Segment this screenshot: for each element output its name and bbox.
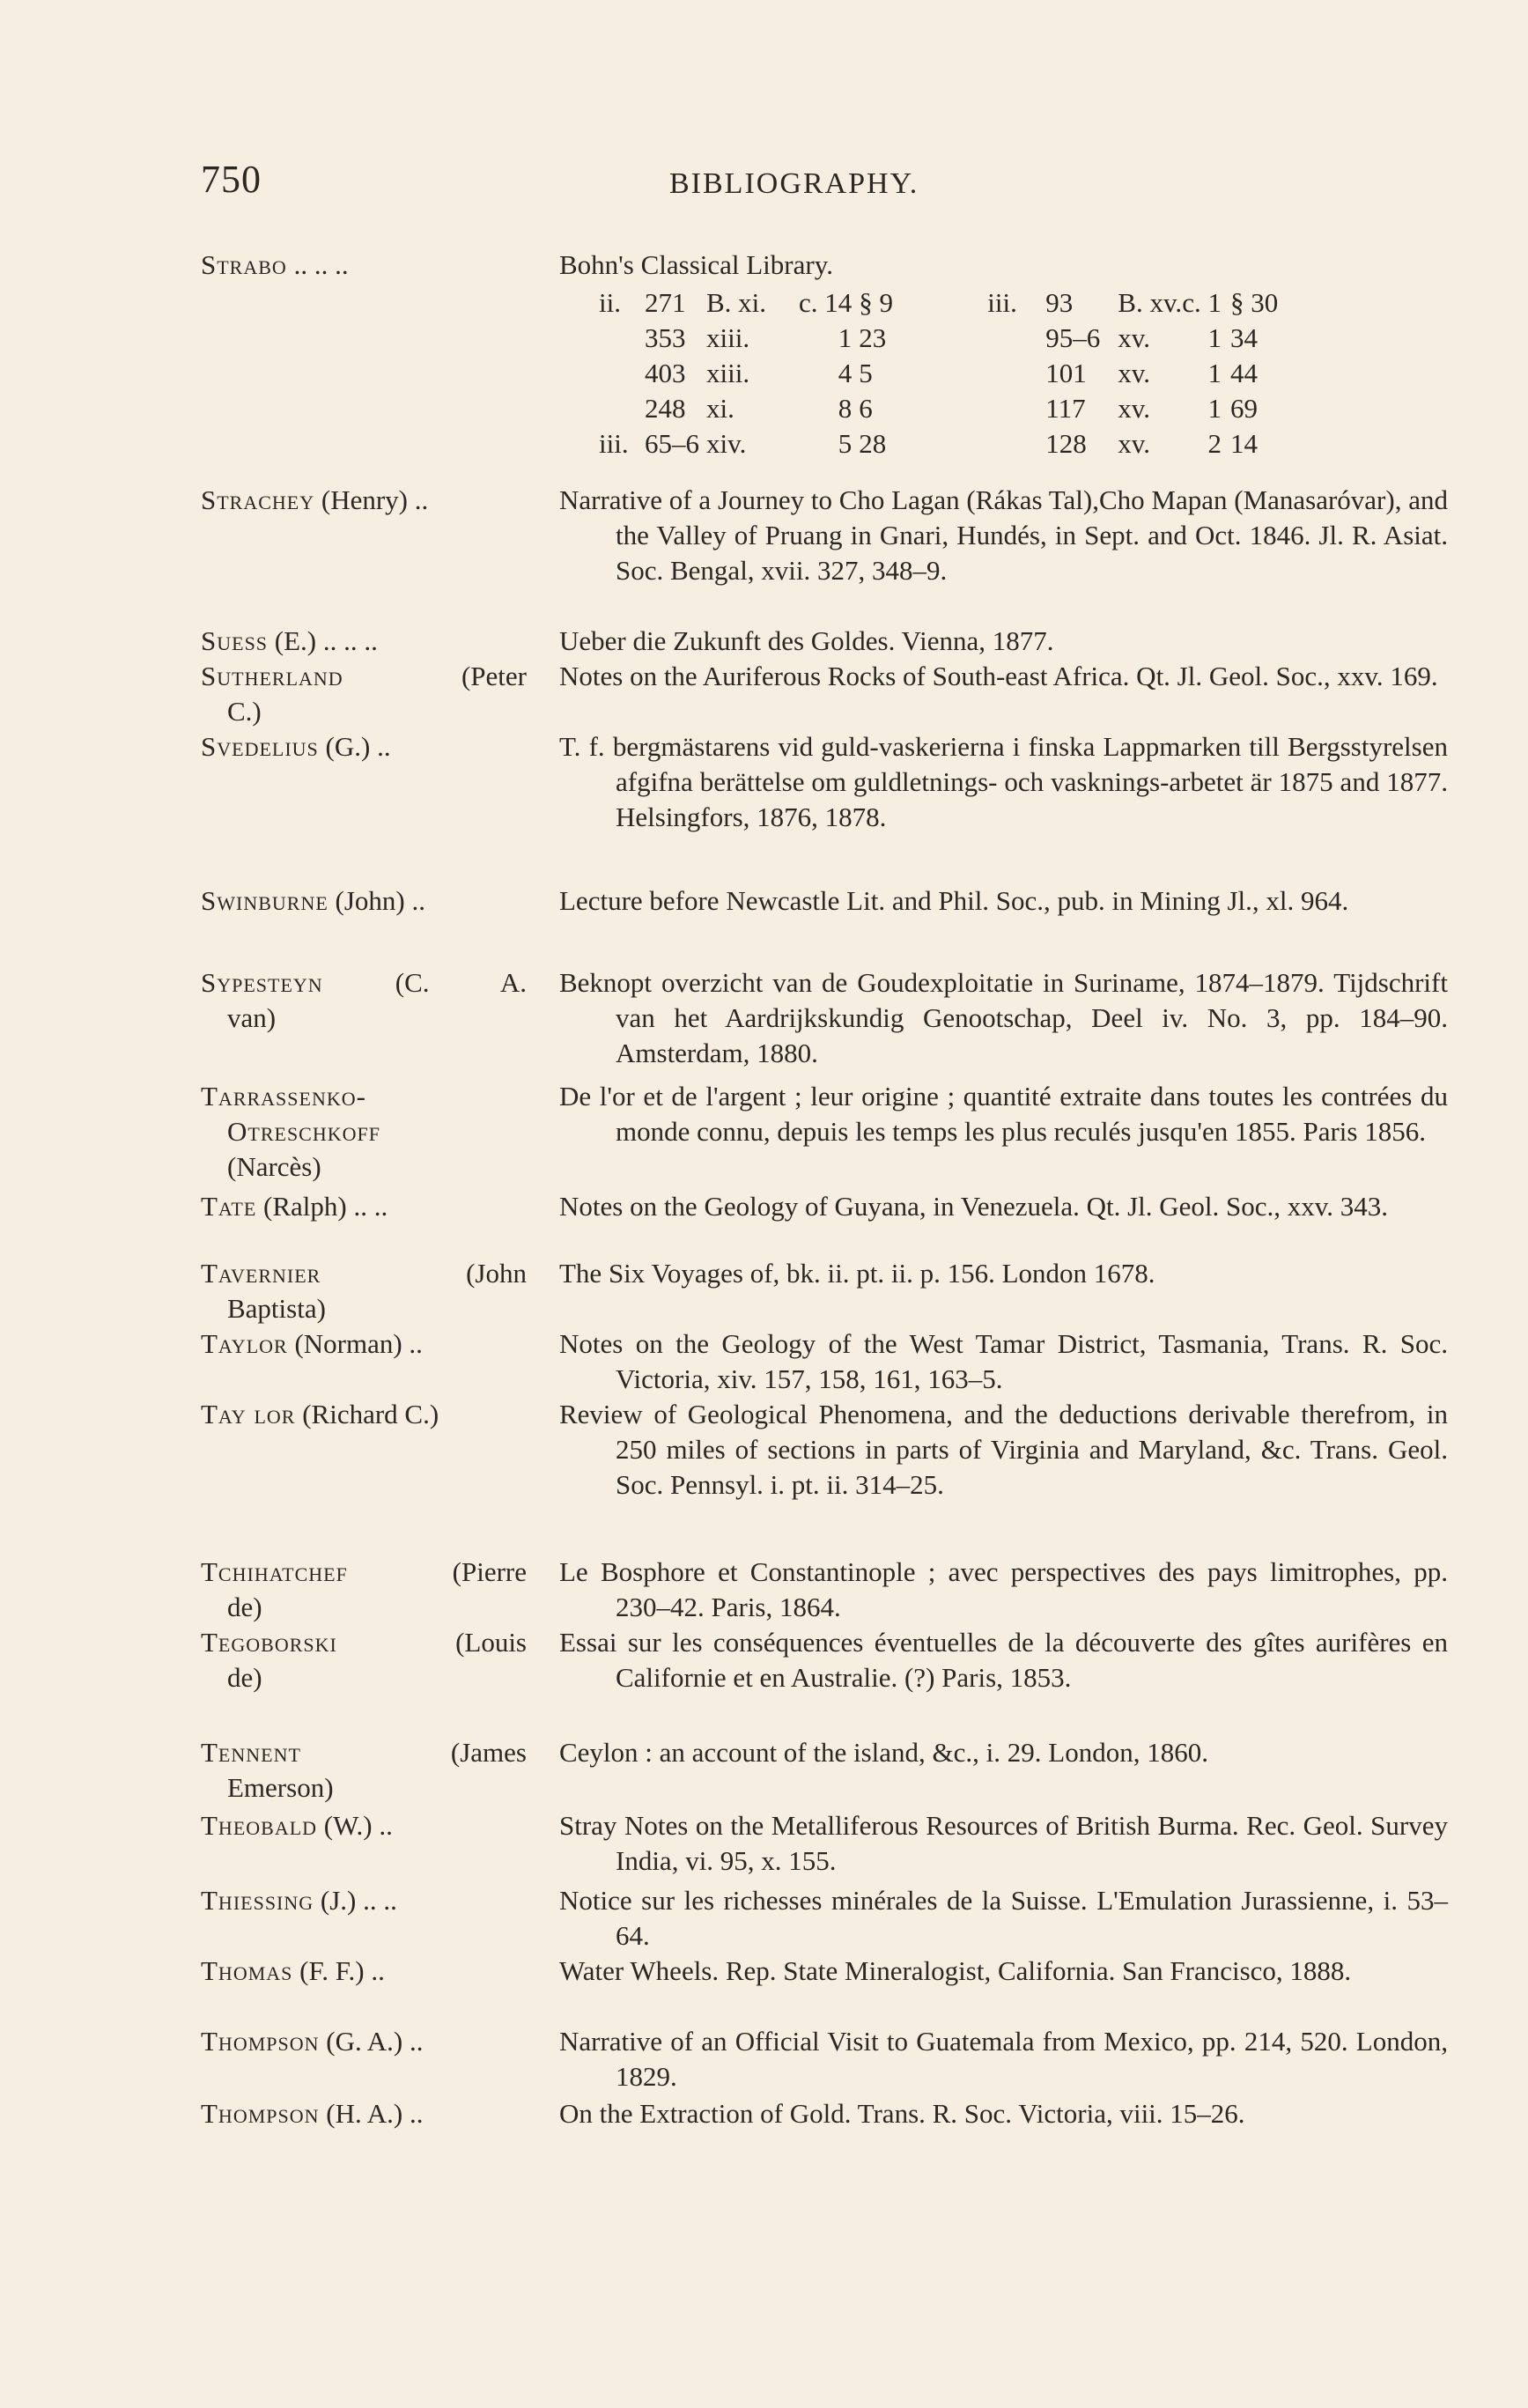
strabo-cell-chap2: 1 xyxy=(1207,322,1222,353)
author-cell xyxy=(201,965,527,1036)
author-cell xyxy=(201,1883,527,1918)
author-name: Taylor xyxy=(201,1328,288,1359)
author-lead xyxy=(201,1191,388,1222)
author-continuation: C.) xyxy=(227,696,262,727)
author-cell xyxy=(201,729,527,765)
strabo-cell-chap: 4 xyxy=(838,358,853,388)
author-name: Strachey xyxy=(201,484,315,515)
strabo-cell-vol2 xyxy=(987,426,1045,462)
author-name: Tchihatchef xyxy=(201,1556,348,1587)
author-leader: .. .. .. xyxy=(293,249,349,280)
author-detail: (Norman) .. xyxy=(287,1328,423,1359)
author-detail: (Richard C.) xyxy=(295,1399,439,1429)
author-cell xyxy=(201,1808,527,1843)
author-name: Theobald xyxy=(201,1810,318,1841)
author-cell xyxy=(201,883,527,919)
strabo-cell-chap: c. 14 xyxy=(799,287,853,318)
author-strabo xyxy=(201,247,527,283)
strabo-cell-book: B. xi. xyxy=(706,287,767,318)
author-lead xyxy=(201,2026,424,2057)
author-lead xyxy=(201,1737,527,1768)
author-name: Thomas xyxy=(201,1955,293,1986)
author-lead xyxy=(201,885,425,916)
strabo-cell-book: xiv. xyxy=(706,428,747,459)
author-detail: (F. F.) .. xyxy=(292,1955,385,1986)
author-detail: (H. A.) .. xyxy=(319,2098,424,2129)
author-cell xyxy=(201,1397,527,1432)
strabo-cell-sec2: 69 xyxy=(1229,393,1258,424)
author-name: Tennent xyxy=(201,1737,301,1768)
bibliography-entry-text: Essai sur les conséquences éventuelles de la découverte des gîtes aurifères en Californie et en Australie. (?) Paris, 1853. xyxy=(559,1627,1448,1693)
author-lead xyxy=(201,1955,385,1986)
strabo-cell-sec2: 34 xyxy=(1229,322,1258,353)
author-name: Thompson xyxy=(201,2098,320,2129)
strabo-cell-chap2: c. 1 xyxy=(1182,287,1222,318)
author-detail: (E.) .. .. .. xyxy=(268,625,378,656)
strabo-cell-page: 271 xyxy=(645,287,686,318)
strabo-cell-sec: 6 xyxy=(859,393,873,424)
strabo-cell-vol: iii. xyxy=(599,428,629,459)
bibliography-entry-text: De l'or et de l'argent ; leur origine ; quantité extraite dans toutes les contrées du monde connu, depuis les temps les plus reculés jusqu'en 1855. Paris 1856. xyxy=(559,1081,1448,1147)
author-continuation: (Narcès) xyxy=(227,1151,321,1182)
strabo-cell-vol xyxy=(599,356,645,391)
author-detail: (G.) .. xyxy=(318,731,391,762)
author-lead xyxy=(201,731,391,762)
bibliography-entry-text: The Six Voyages of, bk. ii. pt. ii. p. 156. London 1678. xyxy=(559,1258,1155,1289)
bibliography-entry-text: On the Extraction of Gold. Trans. R. Soc. Victoria, viii. 15–26. xyxy=(559,2098,1245,2129)
author-continuation: Otreschkoff xyxy=(227,1116,380,1147)
author-name: Thiessing xyxy=(201,1885,314,1916)
strabo-cell-sec: 23 xyxy=(859,322,887,353)
running-head: BIBLIOGRAPHY. xyxy=(669,167,919,200)
author-name: Sutherland xyxy=(201,661,343,691)
strabo-cell-book: xiii. xyxy=(706,322,750,353)
strabo-gap xyxy=(929,426,987,462)
author-continuation: de) xyxy=(227,1592,262,1622)
bibliography-entry-text: Notes on the Auriferous Rocks of South-east Africa. Qt. Jl. Geol. Soc., xxv. 169. xyxy=(559,661,1438,691)
author-detail: (James xyxy=(300,1737,527,1768)
strabo-cell-vol xyxy=(599,391,645,426)
bibliography-entry-text: Narrative of a Journey to Cho Lagan (Rákas Tal),Cho Mapan (Manasaróvar), and the Valley of Pruang in Gnari, Hundés, in Sept. and Oct. 1846. Jl. R. Asiat. Soc. Bengal, xvii. 327, 348–9. xyxy=(559,484,1448,586)
author-lead xyxy=(201,1885,397,1916)
author-cell xyxy=(201,1954,527,1989)
strabo-cell-page: 65–6 xyxy=(645,428,699,459)
author-name: Strabo xyxy=(201,249,287,280)
strabo-gap xyxy=(929,356,987,391)
author-name: Tay lor xyxy=(201,1399,296,1429)
author-name: Suess xyxy=(201,625,269,656)
author-detail: (Henry) .. xyxy=(314,484,429,515)
bibliography-entry-text: Water Wheels. Rep. State Mineralogist, California. San Francisco, 1888. xyxy=(559,1955,1352,1986)
author-cell xyxy=(201,2024,527,2059)
author-cell xyxy=(201,1079,527,1185)
author-cell xyxy=(201,2096,527,2131)
strabo-cell-vol xyxy=(599,321,645,356)
author-detail: (G. A.) .. xyxy=(319,2026,424,2057)
author-continuation: van) xyxy=(227,1002,277,1033)
strabo-cell-page2: 128 xyxy=(1045,428,1087,459)
strabo-cell-book: xiii. xyxy=(706,358,750,388)
author-lead xyxy=(201,484,428,515)
strabo-cell-book2: xv. xyxy=(1118,322,1151,353)
bibliography-entry-text: Notes on the Geology of the West Tamar District, Tasmania, Trans. R. Soc. Victoria, xiv. 157, 158, 161, 163–5. xyxy=(559,1328,1448,1394)
strabo-cell-book2: B. xv. xyxy=(1118,287,1183,318)
strabo-title: Bohn's Classical Library. xyxy=(559,249,833,280)
strabo-cell-page: 403 xyxy=(645,358,686,388)
bibliography-entry-text: Ceylon : an account of the island, &c., i. 29. London, 1860. xyxy=(559,1737,1208,1768)
author-lead xyxy=(201,967,527,998)
author-lead xyxy=(201,1627,527,1658)
author-lead xyxy=(201,661,527,691)
author-lead xyxy=(201,1810,393,1841)
strabo-cell-sec2: 14 xyxy=(1229,428,1258,459)
strabo-cell-sec: 5 xyxy=(859,358,873,388)
strabo-cell-page: 248 xyxy=(645,393,686,424)
strabo-gap xyxy=(929,285,987,321)
bibliography-entry-text: Lecture before Newcastle Lit. and Phil. Soc., pub. in Mining Jl., xl. 964. xyxy=(559,885,1349,916)
author-lead xyxy=(201,1556,527,1587)
strabo-cell-book: xi. xyxy=(706,393,734,424)
strabo-cell-sec: § 9 xyxy=(859,287,894,318)
strabo-cell-vol2 xyxy=(987,356,1045,391)
author-lead xyxy=(201,625,378,656)
bibliography-entry-text: T. f. bergmästarens vid guld-vaskerierna i finska Lappmarken till Bergsstyrelsen afgifna berättelse om guldletnings- och vasknings-arbetet är 1875 and 1877. Helsingfors, 1876, 1878. xyxy=(559,731,1448,832)
bibliography-entry-text: Stray Notes on the Metalliferous Resources of British Burma. Rec. Geol. Survey India, vi. 95, x. 155. xyxy=(559,1810,1448,1876)
strabo-cell-page2: 101 xyxy=(1045,358,1087,388)
author-cell xyxy=(201,1326,527,1362)
author-name: Thompson xyxy=(201,2026,320,2057)
strabo-row xyxy=(599,285,1283,321)
strabo-cell-chap: 1 xyxy=(838,322,853,353)
author-name: Tavernier xyxy=(201,1258,321,1289)
strabo-cell-chap2: 1 xyxy=(1207,393,1222,424)
strabo-cell-page2: 93 xyxy=(1045,287,1074,318)
strabo-row xyxy=(599,321,1283,356)
strabo-reference-table xyxy=(599,285,1283,462)
strabo-cell-vol: ii. xyxy=(599,287,621,318)
strabo-row xyxy=(599,391,1283,426)
strabo-row xyxy=(599,356,1283,391)
author-detail: (Peter xyxy=(343,661,527,691)
strabo-cell-chap2: 1 xyxy=(1207,358,1222,388)
author-detail: (John xyxy=(321,1258,527,1289)
strabo-cell-sec: 28 xyxy=(859,428,887,459)
bibliography-entry-text: Narrative of an Official Visit to Guatemala from Mexico, pp. 214, 520. London, 1829. xyxy=(559,2026,1448,2092)
author-continuation: Emerson) xyxy=(227,1772,334,1803)
author-cell xyxy=(201,1555,527,1625)
author-detail: (Ralph) .. .. xyxy=(256,1191,388,1222)
page-number: 750 xyxy=(201,158,262,201)
author-detail: (Pierre xyxy=(347,1556,527,1587)
author-cell xyxy=(201,1735,527,1806)
author-name: Sypesteyn xyxy=(201,967,323,998)
strabo-cell-book2: xv. xyxy=(1118,393,1151,424)
author-detail: (Louis xyxy=(336,1627,527,1658)
author-cell xyxy=(201,1625,527,1695)
bibliography-entry-text: Le Bosphore et Constantinople ; avec perspectives des pays limitrophes, pp. 230–42. Paris, 1864. xyxy=(559,1556,1448,1622)
strabo-gap xyxy=(929,321,987,356)
strabo-cell-page: 353 xyxy=(645,322,686,353)
author-cell xyxy=(201,659,527,729)
strabo-cell-book2: xv. xyxy=(1118,358,1151,388)
bibliography-entry-text: Review of Geological Phenomena, and the deductions derivable therefrom, in 250 miles of sections in parts of Virginia and Maryland, &c. Trans. Geol. Soc. Pennsyl. i. pt. ii. 314–25. xyxy=(559,1399,1448,1500)
author-lead xyxy=(201,1258,527,1289)
author-detail: (John) .. xyxy=(328,885,425,916)
author-lead xyxy=(201,1399,439,1429)
strabo-cell-vol2 xyxy=(987,391,1045,426)
strabo-cell-vol2 xyxy=(987,321,1045,356)
strabo-cell-vol2: iii. xyxy=(987,287,1017,318)
strabo-gap xyxy=(929,391,987,426)
author-name: Tarrassenko- xyxy=(201,1081,366,1112)
author-cell xyxy=(201,1256,527,1326)
author-cell xyxy=(201,624,527,659)
bibliography-entry-text: Beknopt overzicht van de Goudexploitatie in Suriname, 1874–1879. Tijdschrift van het Aardrijkskundig Genootschap, Deel iv. No. 3, pp. 184–90. Amsterdam, 1880. xyxy=(559,967,1448,1068)
author-name: Swinburne xyxy=(201,885,328,916)
bibliography-entry-text: Notes on the Geology of Guyana, in Venezuela. Qt. Jl. Geol. Soc., xxv. 343. xyxy=(559,1191,1389,1222)
author-lead xyxy=(201,1328,423,1359)
strabo-cell-chap: 8 xyxy=(838,393,853,424)
strabo-cell-sec2: § 30 xyxy=(1229,287,1279,318)
author-detail: (C. A. xyxy=(322,967,527,998)
bibliography-entry-text: Notice sur les richesses minérales de la Suisse. L'Emulation Jurassienne, i. 53–64. xyxy=(559,1885,1448,1951)
author-continuation: de) xyxy=(227,1662,262,1693)
author-lead xyxy=(201,1081,366,1112)
strabo-row xyxy=(599,426,1283,462)
strabo-cell-page2: 117 xyxy=(1045,393,1086,424)
strabo-cell-chap2: 2 xyxy=(1207,428,1222,459)
author-name: Tate xyxy=(201,1191,257,1222)
strabo-cell-chap: 5 xyxy=(838,428,853,459)
author-detail: (W.) .. xyxy=(317,1810,393,1841)
strabo-cell-page2: 95–6 xyxy=(1045,322,1101,353)
strabo-cell-sec2: 44 xyxy=(1229,358,1258,388)
author-detail: (J.) .. .. xyxy=(314,1885,397,1916)
author-cell xyxy=(201,1189,527,1224)
strabo-cell-book2: xv. xyxy=(1118,428,1151,459)
bibliography-entry-text: Ueber die Zukunft des Goldes. Vienna, 1877. xyxy=(559,625,1054,656)
author-cell xyxy=(201,483,527,518)
author-name: Tegoborski xyxy=(201,1627,337,1658)
author-continuation: Baptista) xyxy=(227,1293,326,1324)
author-lead xyxy=(201,2098,424,2129)
author-name: Svedelius xyxy=(201,731,319,762)
